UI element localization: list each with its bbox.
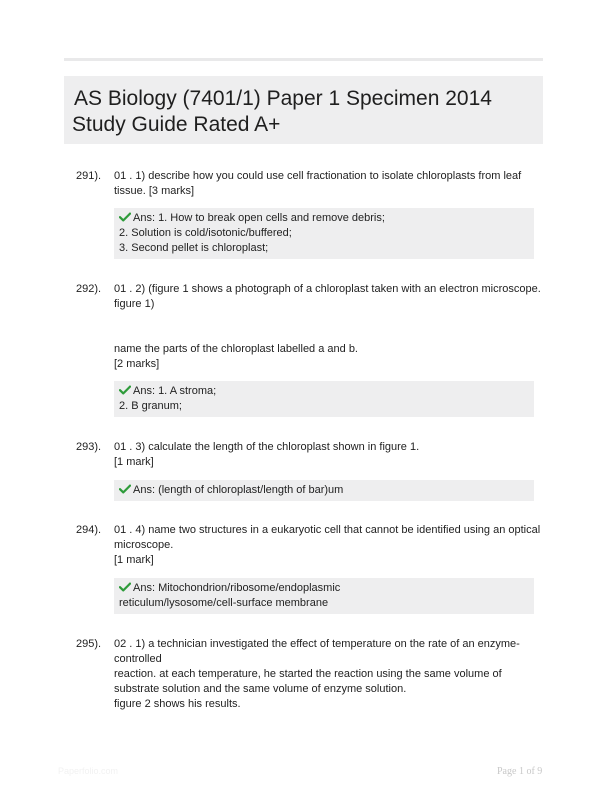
check-icon xyxy=(119,582,131,592)
top-divider xyxy=(64,58,543,61)
question-line: name the parts of the chloroplast labelled a and b. xyxy=(114,343,358,355)
check-icon xyxy=(119,385,131,395)
answer-line: 2. Solution is cold/isotonic/buffered; xyxy=(119,227,292,239)
question-number: 292). xyxy=(76,283,102,295)
figure-gap xyxy=(114,312,534,342)
question-line: controlled xyxy=(114,653,162,665)
answer-box-293 xyxy=(114,480,534,501)
question-line: 01 . 3) calculate the length of the chloroplast shown in figure 1. xyxy=(114,441,420,453)
question-number: 294). xyxy=(76,524,102,536)
answer-line: Ans: 1. A stroma; xyxy=(133,385,217,397)
check-icon xyxy=(119,484,131,494)
page-number: Page 1 of 9 xyxy=(497,766,543,777)
question-text xyxy=(114,440,534,470)
answer-box-291 xyxy=(114,208,534,259)
answer-line: 3. Second pellet is chloroplast; xyxy=(119,242,269,254)
question-line: [1 mark] xyxy=(114,554,154,566)
answer-line: Ans: Mitochondrion/ribosome/endoplasmic xyxy=(133,582,341,594)
question-line: substrate solution and the same volume of enzyme solution. xyxy=(114,683,407,695)
footer-watermark: Paperfolio.com xyxy=(58,766,119,776)
question-line: [2 marks] xyxy=(114,358,160,370)
document-title-box xyxy=(64,76,543,144)
page-title-line-1: AS Biology (7401/1) Paper 1 Specimen 2014 xyxy=(74,87,492,110)
question-line: 01 . 2) (figure 1 shows a photograph of a chloroplast taken with an electron microscope. xyxy=(114,283,541,295)
question-line: [1 mark] xyxy=(114,456,154,468)
question-text xyxy=(114,523,541,568)
answer-line: 2. B granum; xyxy=(119,400,182,412)
question-line: microscope. xyxy=(114,539,174,551)
question-number: 295). xyxy=(76,638,102,650)
question-text xyxy=(114,282,541,372)
answer-line: Ans: 1. How to break open cells and remove debris; xyxy=(133,212,385,224)
answer-line: reticulum/lysosome/cell-surface membrane xyxy=(119,597,329,609)
question-line: reaction. at each temperature, he started the reaction using the same volume of xyxy=(114,668,502,680)
question-line: 02 . 1) a technician investigated the effect of temperature on the rate of an enzyme- xyxy=(114,638,520,650)
question-text xyxy=(114,169,534,199)
question-number: 293). xyxy=(76,441,102,453)
check-icon xyxy=(119,212,131,222)
answer-box-294 xyxy=(114,578,534,614)
question-line: figure 1) xyxy=(114,298,155,310)
question-line: tissue. [3 marks] xyxy=(114,185,195,197)
question-text xyxy=(114,637,534,712)
question-line: 01 . 4) name two structures in a eukaryotic cell that cannot be identified using an optical xyxy=(114,524,541,536)
answer-line: Ans: (length of chloroplast/length of bar)um xyxy=(133,484,344,496)
question-line: 01 . 1) describe how you could use cell fractionation to isolate chloroplasts from leaf xyxy=(114,170,522,182)
answer-box-292 xyxy=(114,381,534,417)
question-number: 291). xyxy=(76,170,102,182)
page-title-line-2: Study Guide Rated A+ xyxy=(72,113,281,136)
question-line: figure 2 shows his results. xyxy=(114,698,241,710)
